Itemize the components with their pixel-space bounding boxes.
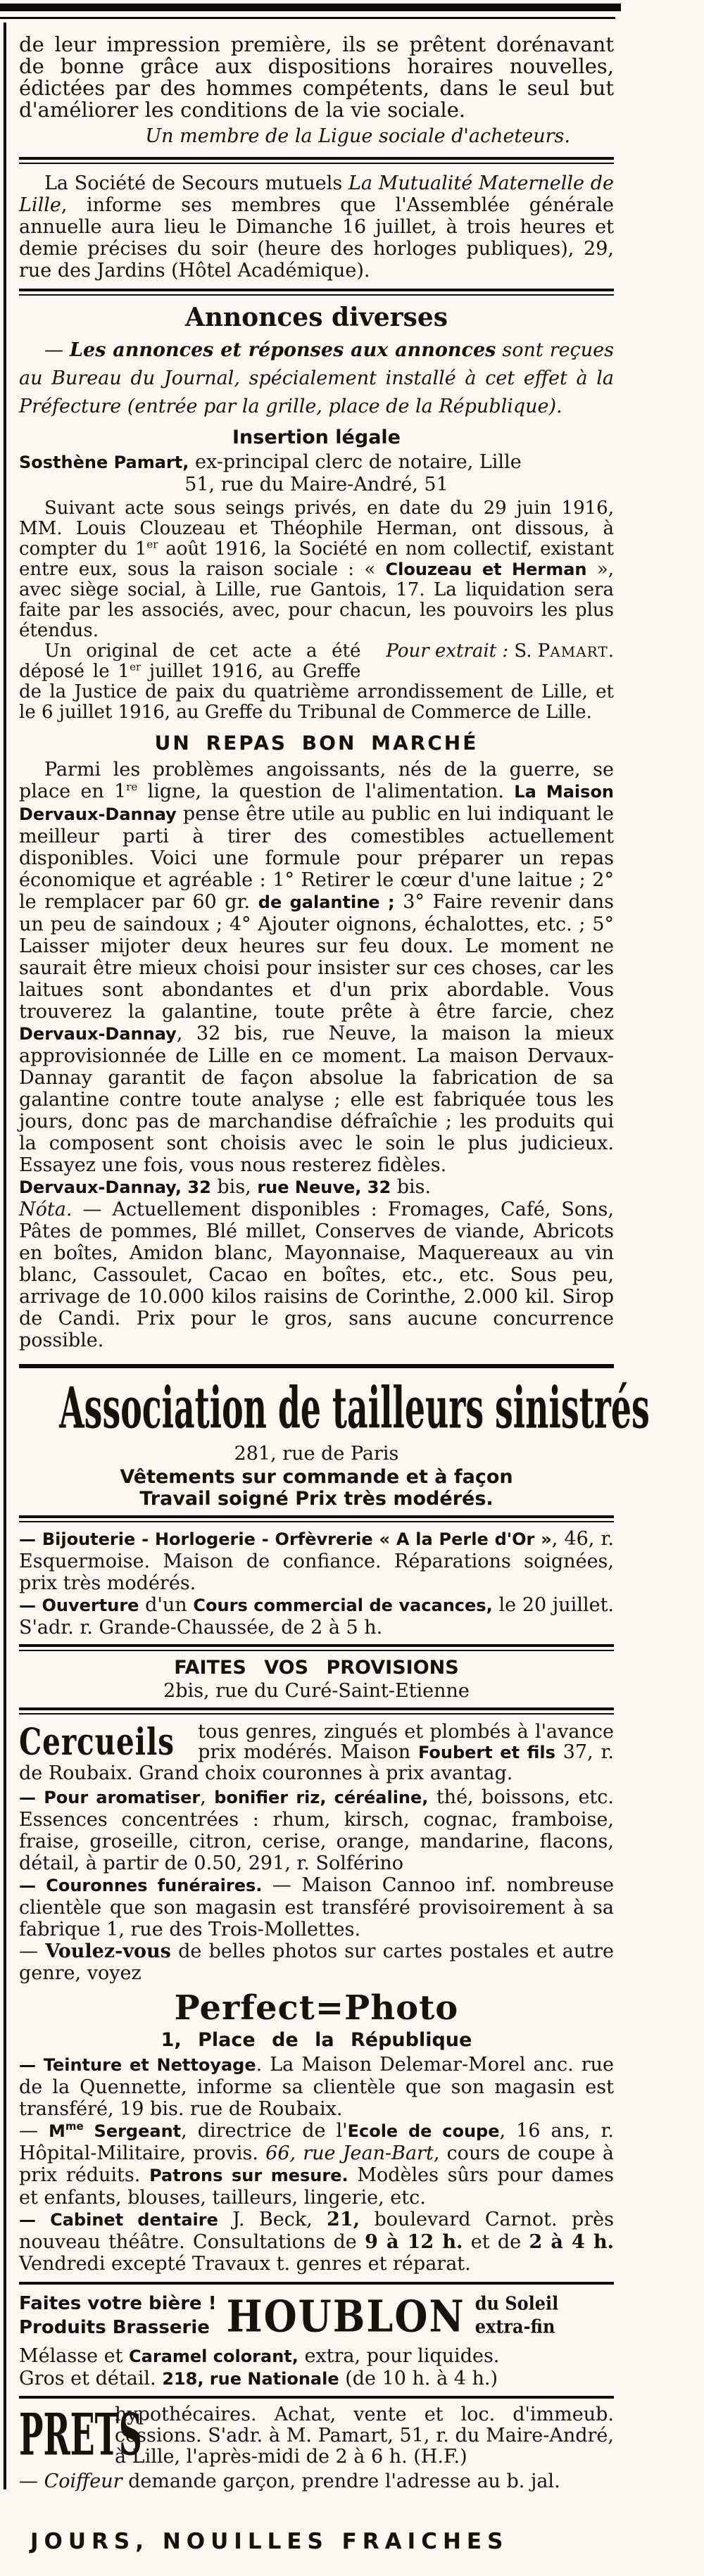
ad-biere-line1: Faites votre bière ! xyxy=(19,2293,217,2314)
ad-biere-left xyxy=(19,2292,217,2340)
ad-photos: — Voulez-vous de belles photos sur cartes postales et autre genre, voyez xyxy=(19,1940,614,1984)
section-divider xyxy=(19,289,614,296)
heading-insertion-legale: Insertion légale xyxy=(232,427,401,448)
ad-bijouterie: — Bijouterie - Horlogerie - Orfèvrerie « A la Perle d'Or », 46, r. Esquermoise. Maison de confiance. Réparations soignées, prix très modérés. xyxy=(19,1528,614,1594)
ad-tailleurs-line1: Vêtements sur commande et à façon xyxy=(120,1466,513,1488)
section-divider xyxy=(19,2396,614,2399)
insertion-depot-text: Un original de cet acte a été déposé le 1er juillet 1916, au Greffe de la Justice de paix du quatrième arrondissement de Lille, et le 6 juillet 1916, au Greffe du Tribunal de Commerce de Lille. xyxy=(19,640,614,723)
ad-perfect-photo-title: Perfect=Photo xyxy=(174,1988,459,2028)
ad-teinture: — Teinture et Nettoyage. La Maison Delemar-Morel anc. rue de la Quennette, informe sa clientèle que son magasin est transféré, 19 bis. rue de Roubaix. xyxy=(19,2054,614,2120)
ad-cercueils-text: tous genres, zingués et plombés à l'avance prix modérés. Maison Foubert et fils 37, r. de Roubaix. Grand choix couronnes à prix avantag. xyxy=(19,1721,614,1784)
notice-mutualite: La Société de Secours mutuels La Mutualité Maternelle de Lille, informe ses membres que l'Assemblée générale annuelle aura lieu le Dimanche 16 juillet, à trois heures et demie précises du soir (heure des horloges publiques), 29, rue des Jardins (Hôtel Académique). xyxy=(19,172,614,282)
ad-ouverture-cours: — Ouverture d'un Cours commercial de vacances, le 20 juillet. S'adr. r. Grande-Chaussée, de 2 à 5 h. xyxy=(19,1594,614,1639)
heading-un-repas-bon-marche: UN REPAS BON MARCHÉ xyxy=(154,731,479,755)
section-divider xyxy=(19,2282,614,2285)
ad-prets-text: hypothécaires. Achat, vente et loc. d'immeub. cessions. S'adr. à M. Pamart, 51, r. du Maire-André, à Lille, l'après-midi de 2 à 6 h. (H.F.) xyxy=(115,2404,614,2468)
heading-annonces-diverses: Annonces diverses xyxy=(184,303,448,332)
ad-biere-right2: extra-fin xyxy=(474,2315,555,2337)
ad-prets xyxy=(19,2400,614,2469)
ad-provisions-address: 2bis, rue du Curé-Saint-Etienne xyxy=(163,1680,470,1702)
left-column-rule xyxy=(4,23,6,2489)
insertion-extrait: Pour extrait : S. PAMART. xyxy=(386,640,614,662)
ad-perfect-photo-address: 1, Place de la République xyxy=(161,2029,472,2051)
ad-biere-gros: Gros et détail. 218, rue Nationale (de 10 h. à 4 h.) xyxy=(19,2368,498,2389)
prets-display-word: PRETS xyxy=(19,2400,142,2469)
section-divider xyxy=(19,1644,614,1651)
insertion-acte: Suivant acte sous seings privés, en date du 29 juin 1916, MM. Louis Clouzeau et Théophile Herman, ont dissous, à compter du 1er août 1916, la Société en nom collectif, existant entre eux, sous la raison sociale : « Clouzeau et Herman », avec siège social, à Lille, rue Gantois, 17. La liquidation sera faite par les associés, avec, pour chacun, les pouvoirs les plus étendus. xyxy=(19,498,615,641)
ad-sergeant: — $M^{me}$ Sergeant, directrice de l'Ecole de coupe, 16 ans, r. Hôpital-Militaire, provis. 66, rue Jean-Bart, cours de coupe à prix réduits. Patrons sur mesure. Modèles sûrs pour dames et enfants, blouses, tailleurs, lingerie, etc. xyxy=(19,2120,614,2209)
ad-tailleurs xyxy=(19,1375,650,1443)
repas-body: Parmi les problèmes angoissants, nés de la guerre, se place en 1re ligne, la question de l'alimentation. La Maison Dervaux-Dannay pense être utile au public en lui indiquant le meilleur parti à tirer des comestibles actuellement disponibles. Voici une formule pour préparer un repas économique et agréable : 1° Retirer le cœur d'une laitue ; 2° le remplacer par 60 gr. de galantine ; 3° Faire revenir dans un peu de saindoux ; 4° Ajouter oignons, échalottes, etc. ; 5° Laisser mijoter deux heures sur feu doux. Le moment ne saurait être mieux choisi pour insister sur ces choses, car les laitues sont abondantes et d'un prix abordable. Vous trouverez la galantine, toute prête à être farcie, chez Dervaux-Dannay, 32 bis, rue Neuve, la maison la mieux approvisionnée de Lille en ce moment. La maison Dervaux-Dannay garantit de façon absolue la fabrication de sa galantine contre toute analyse ; elle est fabriquée tous les jours, donc pas de marchandise défraîchie ; les produits qui la composent sont choisis avec le soin le plus judicieux. Essayez une fois, vous nous resterez fidèles. xyxy=(19,759,615,1176)
ad-biere-line2: Produits Brasserie xyxy=(19,2317,210,2338)
ad-tailleurs-address: 281, rue de Paris xyxy=(234,1443,399,1465)
insertion-address: 51, rue du Maire-André, 51 xyxy=(184,474,448,495)
ad-biere xyxy=(19,2292,614,2340)
newspaper-column xyxy=(19,0,650,2554)
repas-address: Dervaux-Dannay, 32 bis, rue Neuve, 32 bis. xyxy=(19,1176,432,1198)
ad-biere-melasse: Mélasse et Caramel colorant, extra, pour liquides. xyxy=(19,2345,500,2367)
section-divider xyxy=(19,157,614,164)
article-opinion-byline: Un membre de la Ligue sociale d'acheteurs. xyxy=(145,125,570,147)
ad-coiffeur: — Coiffeur demande garçon, prendre l'adresse au b. jal. xyxy=(19,2470,560,2492)
houblon-display-word: HOUBLON xyxy=(226,2290,465,2342)
footer-jours-nouilles: JOURS, NOUILLES FRAICHES xyxy=(30,2529,509,2554)
insertion-lead: Sosthène Pamart, ex-principal clerc de notaire, Lille xyxy=(19,451,522,473)
section-divider xyxy=(19,1707,614,1715)
ad-cercueils xyxy=(19,1722,614,1783)
ad-aromatiser: — Pour aromatiser, bonifier riz, céréaline, thé, boissons, etc. Essences concentrées : rhum, kirsch, cognac, framboise, fraise, groseille, citron, cerise, orange, mandarine, flacons, détail, à partir de 0.50, 291, r. Solférino xyxy=(19,1786,614,1874)
ad-tailleurs-line2: Travail soigné Prix très modérés. xyxy=(139,1488,494,1510)
annonces-intro: — Les annonces et réponses aux annonces sont reçues au Bureau du Journal, spécialement installé à cet effet à la Préfecture (entrée par la grille, place de la République). xyxy=(19,339,614,417)
section-divider xyxy=(19,1515,614,1522)
section-divider-thick xyxy=(19,1364,614,1368)
ad-provisions-title: FAITES VOS PROVISIONS xyxy=(174,1657,459,1679)
article-opinion-paragraph: de leur impression première, ils se prêtent dorénavant de bonne grâce aux dispositions horaires nouvelles, édictées par des hommes compétents, dans le seul but d'améliorer les conditions de la vie sociale. xyxy=(19,32,614,122)
repas-nota: Nóta. — Actuellement disponibles : Fromages, Café, Sons, Pâtes de pommes, Blé millet, Conserves de viande, Abricots en boîtes, Amidon blanc, Mayonnaise, Maquereaux au vin blanc, Cassoulet, Cacao en boîtes, etc., etc. Sous peu, arrivage de 10.000 kilos raisins de Corinthe, 2.000 kil. Sirop de Candi. Prix pour le gros, sans aucune concurrence possible. xyxy=(19,1199,614,1351)
ad-biere-right1: du Soleil xyxy=(474,2292,559,2314)
ad-cabinet-dentaire: — Cabinet dentaire J. Beck, 21, boulevard Carnot. près nouveau théâtre. Consultations de 9 à 12 h. et de 2 à 4 h. Vendredi excepté Travaux t. genres et réparat. xyxy=(19,2209,615,2275)
ad-couronnes: — Couronnes funéraires. — Maison Cannoo inf. nombreuse clientèle que son magasin est transféré provisoirement à sa fabrique 1, rue des Trois-Mollettes. xyxy=(19,1874,614,1940)
ad-biere-right xyxy=(475,2292,559,2338)
ad-tailleurs-title: Association de tailleurs sinistrés xyxy=(59,1375,650,1442)
cercueils-display-word: Cercueils xyxy=(19,1722,175,1764)
insertion-depot xyxy=(19,641,614,723)
